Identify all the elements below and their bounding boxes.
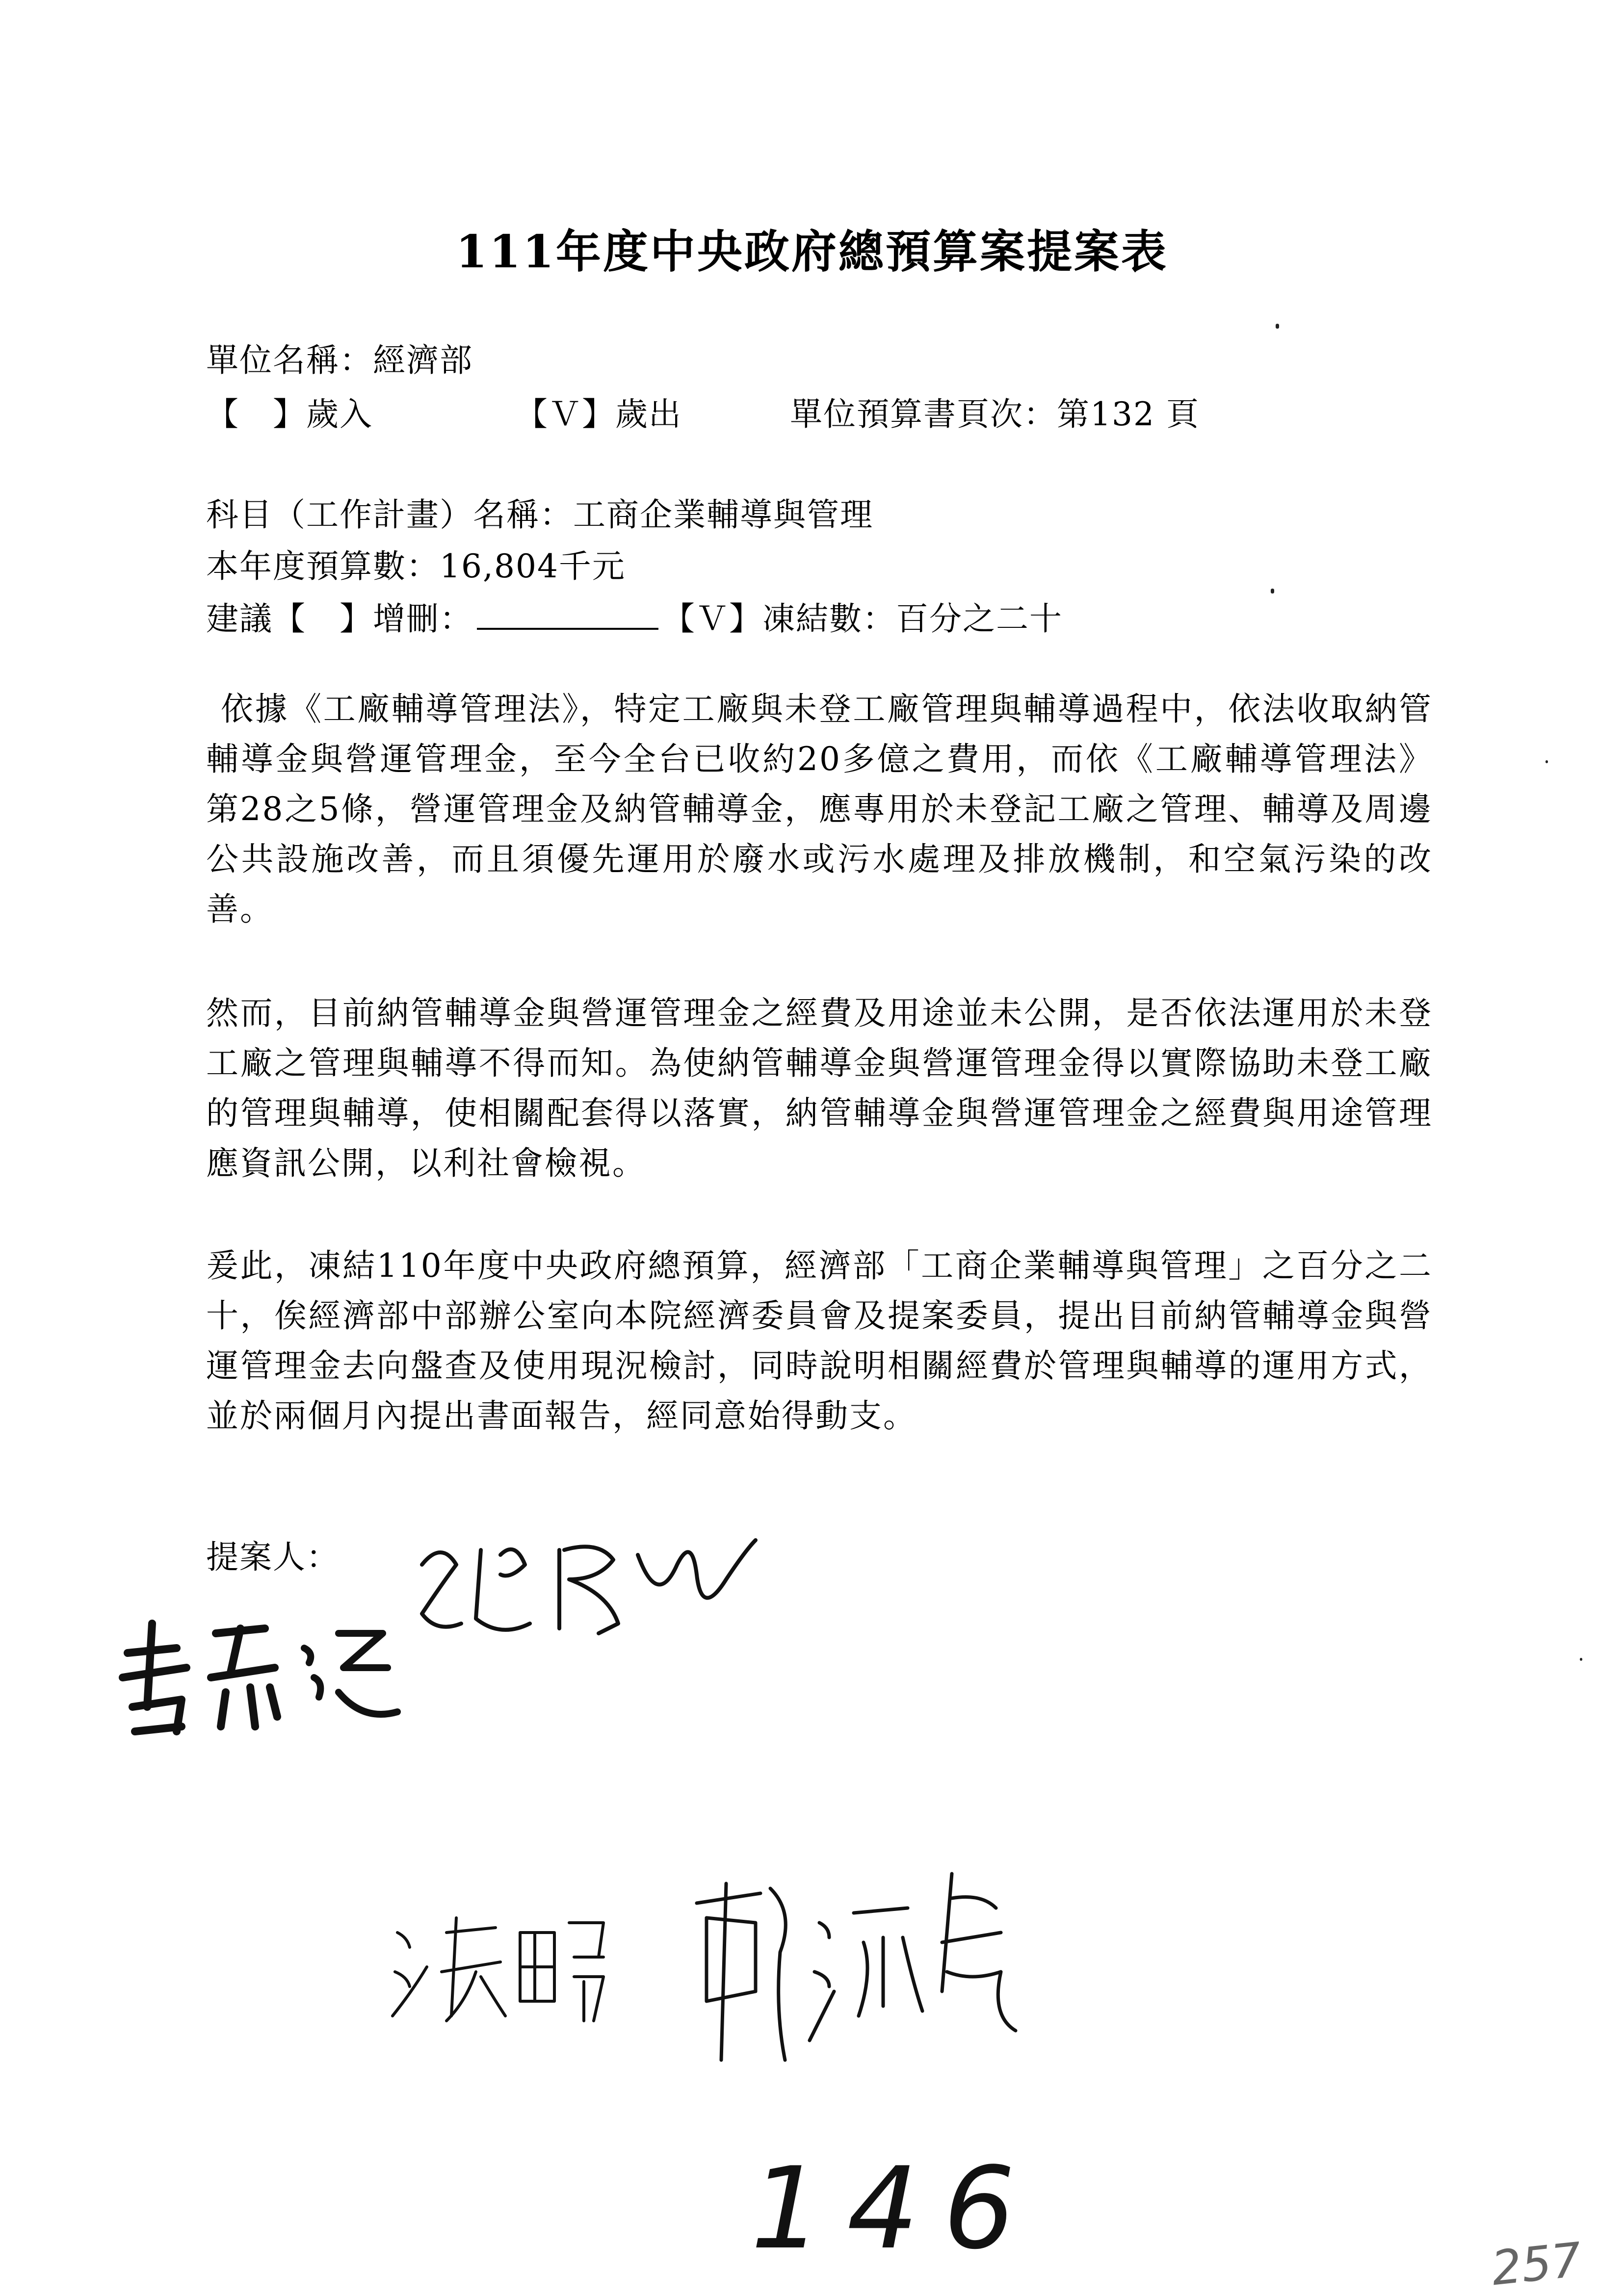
scan-mark [1545, 760, 1548, 763]
subject-line: 科目（工作計畫）名稱：工商企業輔導與管理 [206, 496, 873, 534]
expenditure-checkbox-label: 【Ｖ】歲出 [515, 395, 682, 433]
proposer-signature-4 [677, 1854, 1021, 2109]
corner-page-number: 257 [1489, 2232, 1584, 2296]
proposer-label: 提案人： [206, 1538, 340, 1576]
freeze-amount-label: 【Ｖ】凍結數：百分之二十 [662, 600, 1063, 638]
proposer-signature-2 [402, 1521, 775, 1653]
adjust-amount-blank [477, 593, 658, 630]
paragraph-legal-basis: 依據《工廠輔導管理法》，特定工廠與未登工廠管理與輔導過程中，依法收取納管輔導金與營運管理金，至今全台已收約20多億之費用，而依《工廠輔導管理法》第28之5條，營運管理金及納管輔導金，應專用於未登記工廠之管理、輔導及周邊公共設施改善，而且須優先運用於廢水或污水處理及排放機制，和空氣污染的改善。 [206, 690, 1433, 928]
budget-page-reference: 單位預算書頁次：第132 頁 [790, 395, 1200, 433]
handwritten-page-number: 146 [751, 2143, 1040, 2274]
scan-mark [1271, 589, 1274, 593]
scan-mark [1580, 1658, 1582, 1661]
proposer-signature-3 [388, 1903, 613, 2031]
revenue-checkbox-label: 【 】歲入 [206, 395, 373, 433]
proposal-adjust-label: 建議【 】增刪： [206, 600, 473, 638]
proposal-line [206, 593, 1063, 641]
document-title: 111年度中央政府總預算案提案表 [455, 225, 1169, 278]
proposer-signature-1 [108, 1594, 412, 1741]
scan-mark [1276, 324, 1279, 329]
unit-name-line: 單位名稱：經濟部 [206, 341, 473, 379]
category-line [206, 392, 1482, 437]
budget-amount-line: 本年度預算數：16,804千元 [206, 547, 626, 585]
paragraph-resolution: 爰此，凍結110年度中央政府總預算，經濟部「工商企業輔導與管理」之百分之二十，俟經濟部中部辦公室向本院經濟委員會及提案委員，提出目前納管輔導金與營運管理金去向盤查及使用現況檢討，同時說明相關經費於管理與輔導的運用方式，並於兩個月內提出書面報告，經同意始得動支。 [206, 1247, 1433, 1435]
paragraph-concern: 然而，目前納管輔導金與營運管理金之經費及用途並未公開，是否依法運用於未登工廠之管理與輔導不得而知。為使納管輔導金與營運管理金得以實際協助未登工廠的管理與輔導，使相關配套得以落實，納管輔導金與營運管理金之經費與用途管理應資訊公開，以利社會檢視。 [206, 994, 1433, 1182]
